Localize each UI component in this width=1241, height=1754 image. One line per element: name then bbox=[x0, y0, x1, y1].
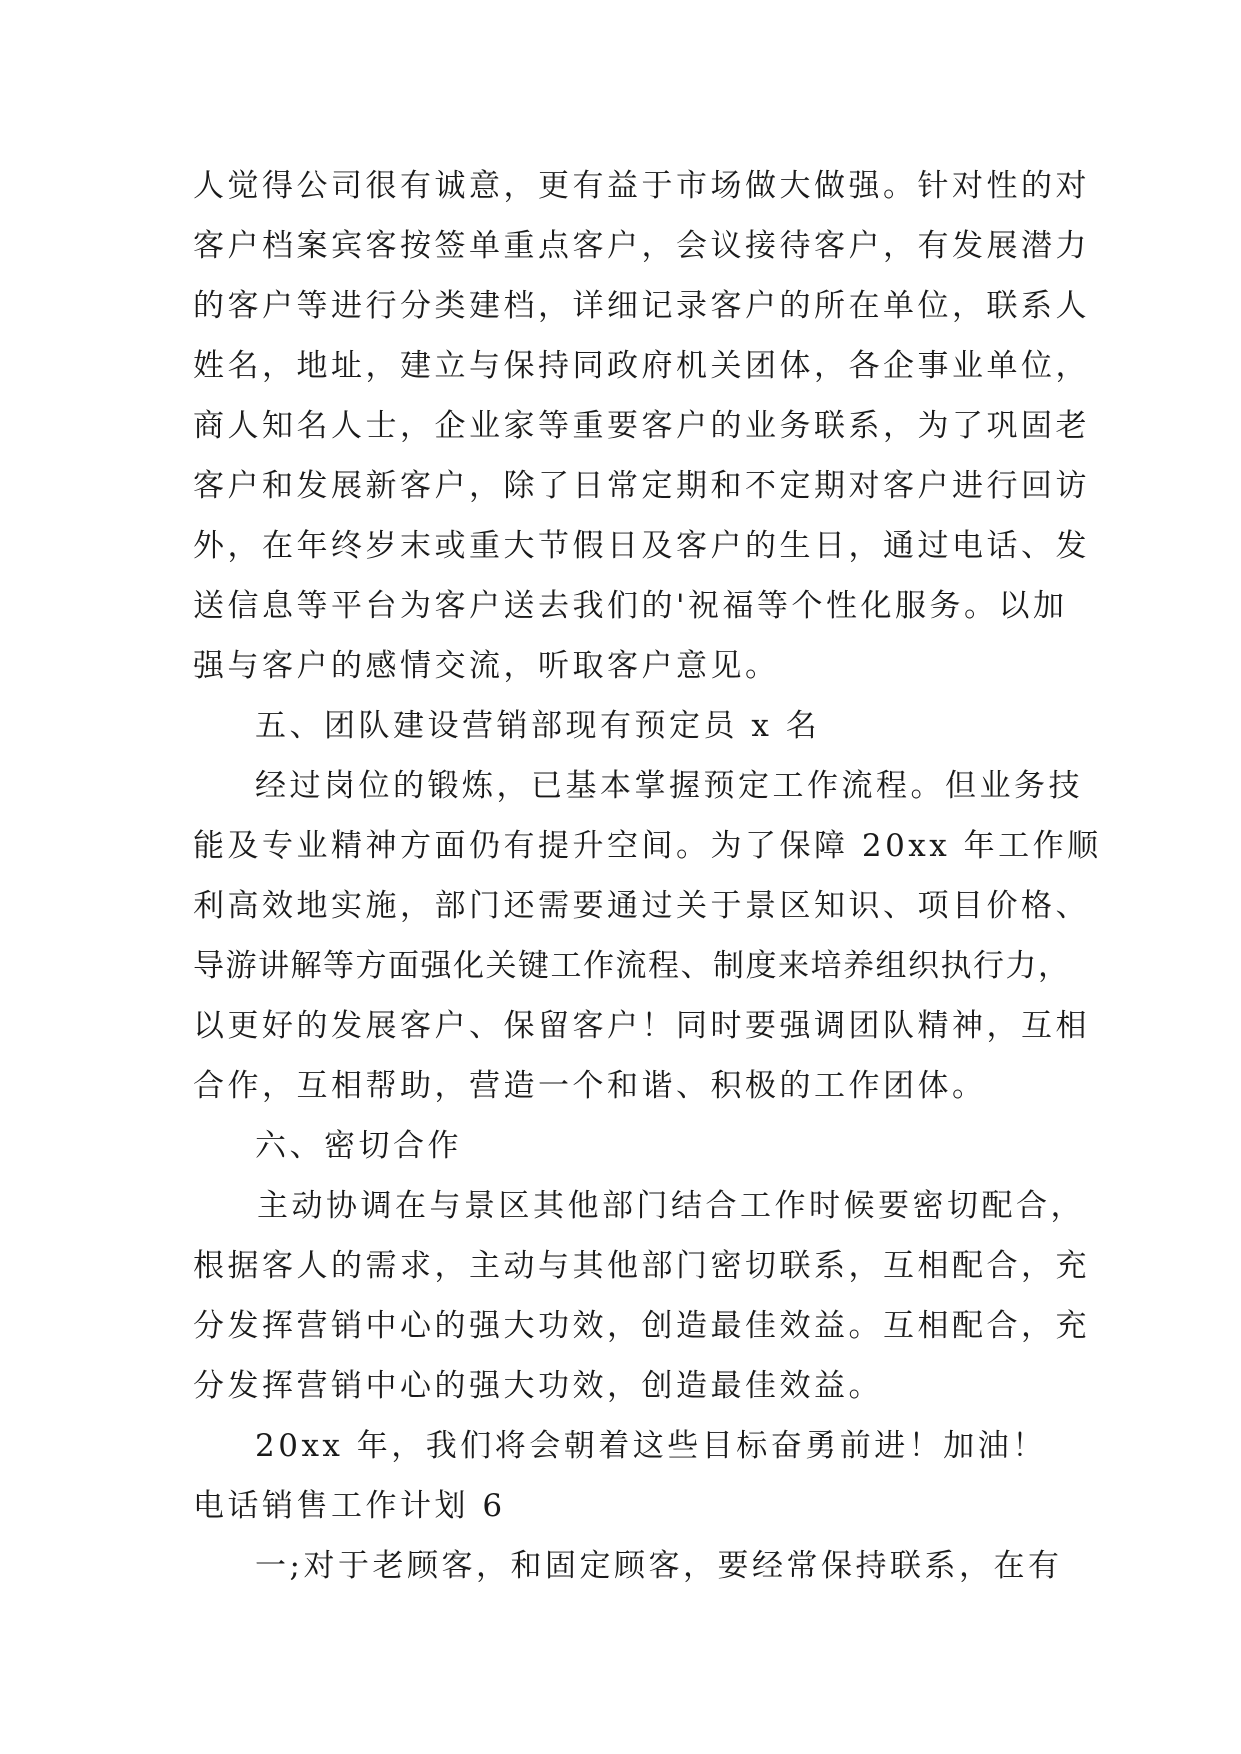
section-heading-team: 五、团队建设营销部现有预定员 x 名 bbox=[255, 708, 821, 744]
body-line: 人觉得公司很有诚意，更有益于市场做大做强。针对性的对 bbox=[193, 168, 1090, 204]
body-line: 姓名，地址，建立与保持同政府机关团体，各企事业单位， bbox=[193, 348, 1090, 384]
body-line: 分发挥营销中心的强大功效，创造最佳效益。 bbox=[193, 1368, 883, 1404]
body-line: 强与客户的感情交流，听取客户意见。 bbox=[193, 648, 780, 684]
document-title-plan-6: 电话销售工作计划 6 bbox=[193, 1488, 506, 1524]
body-line: 的客户等进行分类建档，详细记录客户的所在单位，联系人 bbox=[193, 288, 1090, 324]
body-line: 客户档案宾客按签单重点客户，会议接待客户，有发展潜力 bbox=[193, 228, 1090, 264]
body-line: 分发挥营销中心的强大功效，创造最佳效益。互相配合，充 bbox=[193, 1308, 1090, 1344]
body-line: 根据客人的需求，主动与其他部门密切联系，互相配合，充 bbox=[193, 1248, 1090, 1284]
paragraph-start: 一;对于老顾客，和固定顾客，要经常保持联系，在有 bbox=[255, 1548, 1063, 1584]
paragraph-start: 主动协调在与景区其他部门结合工作时候要密切配合， bbox=[257, 1188, 1085, 1224]
section-heading-cooperation: 六、密切合作 bbox=[255, 1128, 462, 1164]
body-line: 合作，互相帮助，营造一个和谐、积极的工作团体。 bbox=[193, 1068, 987, 1104]
paragraph-start: 20xx 年，我们将会朝着这些目标奋勇前进！加油！ bbox=[255, 1428, 1047, 1464]
body-line: 送信息等平台为客户送去我们的'祝福等个性化服务。以加 bbox=[193, 588, 1068, 624]
body-line: 导游讲解等方面强化关键工作流程、制度来培养组织执行力， bbox=[193, 948, 1071, 984]
body-line: 能及专业精神方面仍有提升空间。为了保障 20xx 年工作顺 bbox=[193, 828, 1102, 864]
body-line: 以更好的发展客户、保留客户！同时要强调团队精神，互相 bbox=[193, 1008, 1090, 1044]
body-line: 利高效地实施，部门还需要通过关于景区知识、项目价格、 bbox=[193, 888, 1090, 924]
body-line: 商人知名人士，企业家等重要客户的业务联系，为了巩固老 bbox=[193, 408, 1090, 444]
body-line: 客户和发展新客户，除了日常定期和不定期对客户进行回访 bbox=[193, 468, 1090, 504]
document-body bbox=[193, 156, 1102, 1596]
paragraph-start: 经过岗位的锻炼，已基本掌握预定工作流程。但业务技 bbox=[255, 768, 1083, 804]
body-line: 外，在年终岁末或重大节假日及客户的生日，通过电话、发 bbox=[193, 528, 1090, 564]
